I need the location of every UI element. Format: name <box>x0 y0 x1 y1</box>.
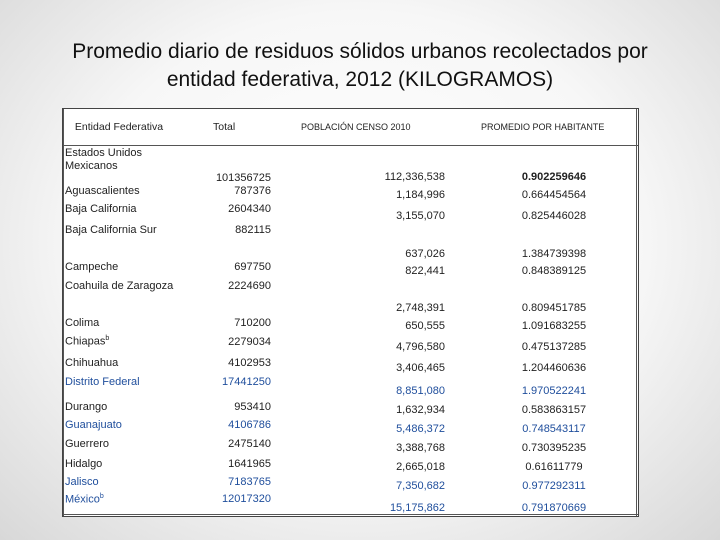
row-distritofederal-total: 17441250 <box>222 376 271 388</box>
row-bajacalifornia-total: 2604340 <box>228 203 271 215</box>
row-bajacalifornia-promedio: 0.825446028 <box>521 210 587 222</box>
row-mexico-total: 12017320 <box>222 493 271 505</box>
row-bajacalifornia-poblacion: 3,155,070 <box>396 210 445 222</box>
slide-title <box>20 38 700 94</box>
row-colima-poblacion: 650,555 <box>405 320 445 332</box>
row-durango-name: Durango <box>65 401 108 413</box>
row-hidalgo-poblacion: 2,665,018 <box>396 461 445 473</box>
row-colima-promedio: 1.091683255 <box>521 320 587 332</box>
row-campeche-total: 697750 <box>234 261 271 273</box>
row-hidalgo-name: Hidalgo <box>65 458 103 470</box>
row-chihuahua-total: 4102953 <box>228 357 271 369</box>
row-chiapas-name: Chiapas$^b$ <box>65 335 110 348</box>
row-campeche-name: Campeche <box>65 261 119 273</box>
row-chihuahua-promedio: 1.204460636 <box>521 362 587 374</box>
row-distritofederal-name: Distrito Federal <box>65 376 140 388</box>
header-total: Total <box>213 121 236 133</box>
row-distritofederal-promedio: 1.970522241 <box>521 385 587 397</box>
row-bajacalifornia-name: Baja California <box>65 203 137 215</box>
row-durango-promedio: 0.583863157 <box>521 404 587 416</box>
header-poblacion: POBLACIÓN CENSO 2010 <box>301 122 411 132</box>
row-hidalgo-total: 1641965 <box>228 458 271 470</box>
row-chiapas-poblacion: 4,796,580 <box>396 341 445 353</box>
row-bajacaliforniasur-poblacion: 637,026 <box>405 248 445 260</box>
row-durango-poblacion: 1,632,934 <box>396 404 445 416</box>
row-aguascalientes-total: 787376 <box>234 185 271 197</box>
row-jalisco-total: 7183765 <box>228 476 271 488</box>
header-entidad: Entidad Federativa <box>74 121 164 133</box>
row-jalisco-name: Jalisco <box>65 476 99 488</box>
title-line-2: entidad federativa, 2012 (KILOGRAMOS) <box>166 68 554 91</box>
row-guerrero-poblacion: 3,388,768 <box>396 442 445 454</box>
row-guanajuato-name: Guanajuato <box>65 419 122 431</box>
row-durango-total: 953410 <box>234 401 271 413</box>
row-chihuahua-poblacion: 3,406,465 <box>396 362 445 374</box>
row-estados-promedio: 0.902259646 <box>521 171 587 183</box>
row-coahuila-poblacion: 2,748,391 <box>396 302 445 314</box>
table-bottom-border <box>63 514 638 515</box>
row-colima-name: Colima <box>65 317 100 329</box>
row-guanajuato-total: 4106786 <box>228 419 271 431</box>
row-jalisco-poblacion: 7,350,682 <box>396 480 445 492</box>
row-estados-poblacion: 112,336,538 <box>384 171 445 183</box>
row-aguascalientes-name: Aguascalientes <box>65 185 140 197</box>
row-estados-total: 101356725 <box>215 172 271 184</box>
row-aguascalientes-promedio: 0.664454564 <box>521 189 587 201</box>
row-campeche-poblacion: 822,441 <box>405 265 445 277</box>
row-mexico-poblacion: 15,175,862 <box>389 502 445 514</box>
waste-table <box>62 108 639 517</box>
row-distritofederal-poblacion: 8,851,080 <box>396 385 445 397</box>
row-estados-name: Estados Unidos Mexicanos <box>65 147 143 172</box>
row-colima-total: 710200 <box>234 317 271 329</box>
row-chihuahua-name: Chihuahua <box>65 357 119 369</box>
row-guanajuato-promedio: 0.748543117 <box>522 423 586 435</box>
row-coahuila-name: Coahuila de Zaragoza <box>65 280 174 292</box>
row-bajacaliforniasur-name: Baja California Sur <box>65 224 157 236</box>
row-guanajuato-poblacion: 5,486,372 <box>396 423 445 435</box>
row-coahuila-total: 2224690 <box>228 280 271 292</box>
row-guerrero-promedio: 0.730395235 <box>521 442 587 454</box>
title-line-1: Promedio diario de residuos sólidos urbanos recolectados por <box>72 40 648 63</box>
table-right-border <box>636 109 637 516</box>
row-jalisco-promedio: 0.977292311 <box>522 480 586 492</box>
row-bajacaliforniasur-total: 882115 <box>235 224 271 236</box>
row-guerrero-name: Guerrero <box>65 438 110 450</box>
row-aguascalientes-poblacion: 1,184,996 <box>396 189 445 201</box>
row-chiapas-promedio: 0.475137285 <box>521 341 587 353</box>
row-hidalgo-promedio: 0.61611779 <box>525 461 583 473</box>
header-promedio: PROMEDIO POR HABITANTE <box>481 122 605 132</box>
table-left-border <box>63 109 64 516</box>
row-mexico-promedio: 0.791870669 <box>521 502 587 514</box>
row-guerrero-total: 2475140 <box>228 438 271 450</box>
row-bajacaliforniasur-promedio: 1.384739398 <box>521 248 587 260</box>
row-campeche-promedio: 0.848389125 <box>521 265 587 277</box>
row-coahuila-promedio: 0.809451785 <box>521 302 587 314</box>
header-divider <box>63 145 638 146</box>
row-mexico-name: México$^b$ <box>65 493 104 506</box>
row-chiapas-total: 2279034 <box>228 336 271 348</box>
